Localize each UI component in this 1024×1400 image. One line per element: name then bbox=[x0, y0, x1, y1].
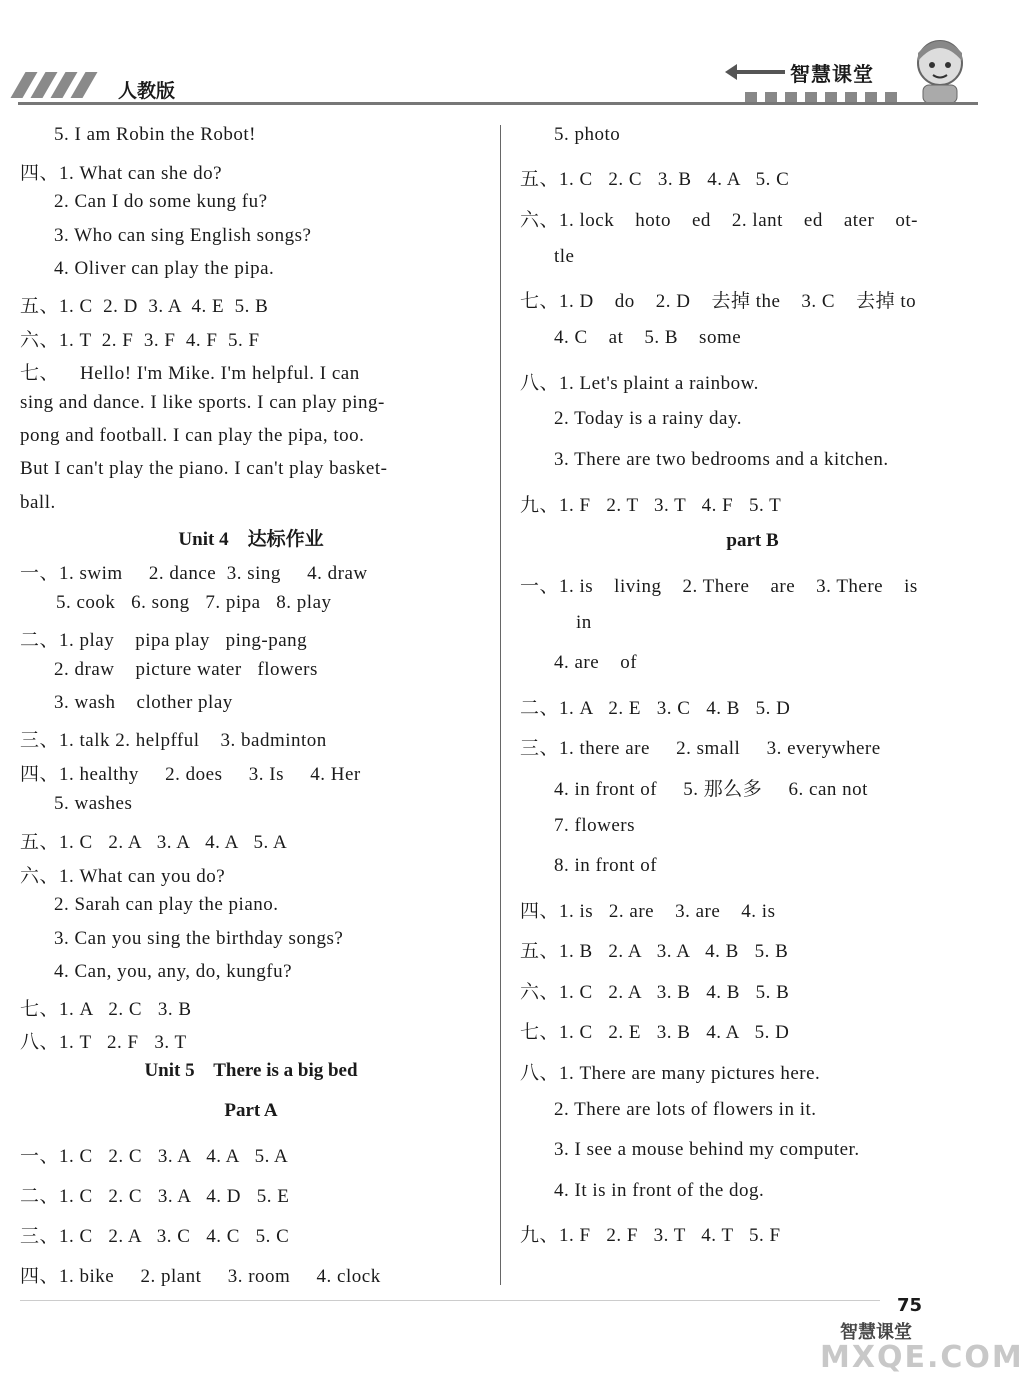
answer-line: 七、 Hello! I'm Mike. I'm helpful. I can bbox=[20, 363, 360, 384]
answer-line: 3. There are two bedrooms and a kitchen. bbox=[554, 449, 889, 470]
edition-label: 人教版 bbox=[118, 80, 176, 102]
answer-line: 三、1. talk 2. helpfful 3. badminton bbox=[20, 730, 327, 751]
answer-line: 九、1. F 2. T 3. T 4. F 5. T bbox=[520, 495, 782, 516]
answer-line: sing and dance. I like sports. I can play ping- bbox=[20, 392, 385, 413]
section-heading: Unit 5 There is a big bed bbox=[144, 1060, 358, 1081]
answer-line: 2. Sarah can play the piano. bbox=[54, 894, 279, 915]
answer-line: tle bbox=[554, 246, 575, 267]
section-heading: Unit 4 达标作业 bbox=[178, 529, 324, 550]
answer-line: 2. Today is a rainy day. bbox=[554, 408, 742, 429]
answer-line: 5. I am Robin the Robot! bbox=[54, 124, 256, 145]
answer-line: 4. Can, you, any, do, kungfu? bbox=[54, 961, 293, 982]
answer-line: 2. Can I do some kung fu? bbox=[54, 191, 268, 212]
answer-line: 4. It is in front of the dog. bbox=[554, 1180, 765, 1201]
answer-line: 3. Who can sing English songs? bbox=[54, 225, 312, 246]
page-header bbox=[0, 0, 1000, 112]
arrow-icon bbox=[735, 70, 785, 74]
answer-line: 2. draw picture water flowers bbox=[54, 659, 318, 680]
answer-line: 三、1. C 2. A 3. C 4. C 5. C bbox=[20, 1226, 290, 1247]
answer-line: 四、1. bike 2. plant 3. room 4. clock bbox=[20, 1266, 381, 1287]
answer-line: 六、1. C 2. A 3. B 4. B 5. B bbox=[520, 982, 790, 1003]
answer-line: 六、1. What can you do? bbox=[20, 866, 226, 887]
answer-line: 5. washes bbox=[54, 793, 133, 814]
answer-line: 七、1. A 2. C 3. B bbox=[20, 999, 192, 1020]
answer-line: 5. photo bbox=[554, 124, 621, 145]
answer-line: 一、1. swim 2. dance 3. sing 4. draw bbox=[20, 563, 368, 584]
answer-line: 八、1. Let's plaint a rainbow. bbox=[520, 373, 759, 394]
answer-line: 五、1. C 2. A 3. A 4. A 5. A bbox=[20, 832, 288, 853]
answer-line: 4. C at 5. B some bbox=[554, 327, 742, 348]
answer-line: 八、1. There are many pictures here. bbox=[520, 1063, 821, 1084]
answer-line: 8. in front of bbox=[554, 855, 658, 876]
answer-line: 二、1. C 2. C 3. A 4. D 5. E bbox=[20, 1186, 290, 1207]
answer-line: 八、1. T 2. F 3. T bbox=[20, 1032, 187, 1053]
answer-line: 四、1. healthy 2. does 3. Is 4. Her bbox=[20, 764, 361, 785]
column-divider bbox=[500, 125, 501, 1285]
answer-line: 3. wash clother play bbox=[54, 692, 233, 713]
section-subheading: part B bbox=[726, 530, 779, 551]
answer-line: 七、1. C 2. E 3. B 4. A 5. D bbox=[520, 1022, 790, 1043]
answer-line: 五、1. B 2. A 3. A 4. B 5. B bbox=[520, 941, 789, 962]
footer-brand: 智慧课堂 bbox=[840, 1322, 912, 1343]
page-number: 75 bbox=[897, 1295, 923, 1316]
answer-line: 六、1. lock hoto ed 2. lant ed ater ot- bbox=[520, 210, 918, 231]
brand-title: 智慧课堂 bbox=[790, 62, 874, 86]
footer-rule bbox=[20, 1300, 880, 1301]
answer-line: 二、1. play pipa play ping-pang bbox=[20, 630, 308, 651]
answer-line: 3. I see a mouse behind my computer. bbox=[554, 1139, 860, 1160]
answer-line: 四、1. What can she do? bbox=[20, 163, 223, 184]
answer-line: 五、1. C 2. D 3. A 4. E 5. B bbox=[20, 296, 269, 317]
mascot-girl-icon bbox=[905, 35, 975, 105]
watermark: MXQE.COM bbox=[820, 1340, 1024, 1375]
header-rule bbox=[18, 102, 978, 105]
answer-line: But I can't play the piano. I can't play basket- bbox=[20, 458, 388, 479]
answer-line: 2. There are lots of flowers in it. bbox=[554, 1099, 817, 1120]
answer-line: 七、1. D do 2. D 去掉 the 3. C 去掉 to bbox=[520, 291, 917, 312]
answer-line: 5. cook 6. song 7. pipa 8. play bbox=[56, 592, 332, 613]
answer-line: 五、1. C 2. C 3. B 4. A 5. C bbox=[520, 169, 790, 190]
answer-line: 一、1. C 2. C 3. A 4. A 5. A bbox=[20, 1146, 289, 1167]
answer-line: 7. flowers bbox=[554, 815, 635, 836]
answer-line: 二、1. A 2. E 3. C 4. B 5. D bbox=[520, 698, 791, 719]
answer-line: in bbox=[576, 612, 592, 633]
answer-line: 4. Oliver can play the pipa. bbox=[54, 258, 275, 279]
answer-line: 3. Can you sing the birthday songs? bbox=[54, 928, 344, 949]
answer-line: 六、1. T 2. F 3. F 4. F 5. F bbox=[20, 330, 260, 351]
answer-line: 一、1. is living 2. There are 3. There is bbox=[520, 576, 918, 597]
section-subheading: Part A bbox=[224, 1100, 278, 1121]
answer-line: ball. bbox=[20, 492, 56, 513]
answer-line: 四、1. is 2. are 3. are 4. is bbox=[520, 901, 776, 922]
answer-line: 三、1. there are 2. small 3. everywhere bbox=[520, 738, 881, 759]
dash-decoration bbox=[745, 92, 905, 102]
answer-line: 九、1. F 2. F 3. T 4. T 5. F bbox=[520, 1225, 781, 1246]
answer-line: pong and football. I can play the pipa, too. bbox=[20, 425, 365, 446]
answer-line: 4. are of bbox=[554, 652, 638, 673]
answer-line: 4. in front of 5. 那么多 6. can not bbox=[554, 779, 868, 800]
